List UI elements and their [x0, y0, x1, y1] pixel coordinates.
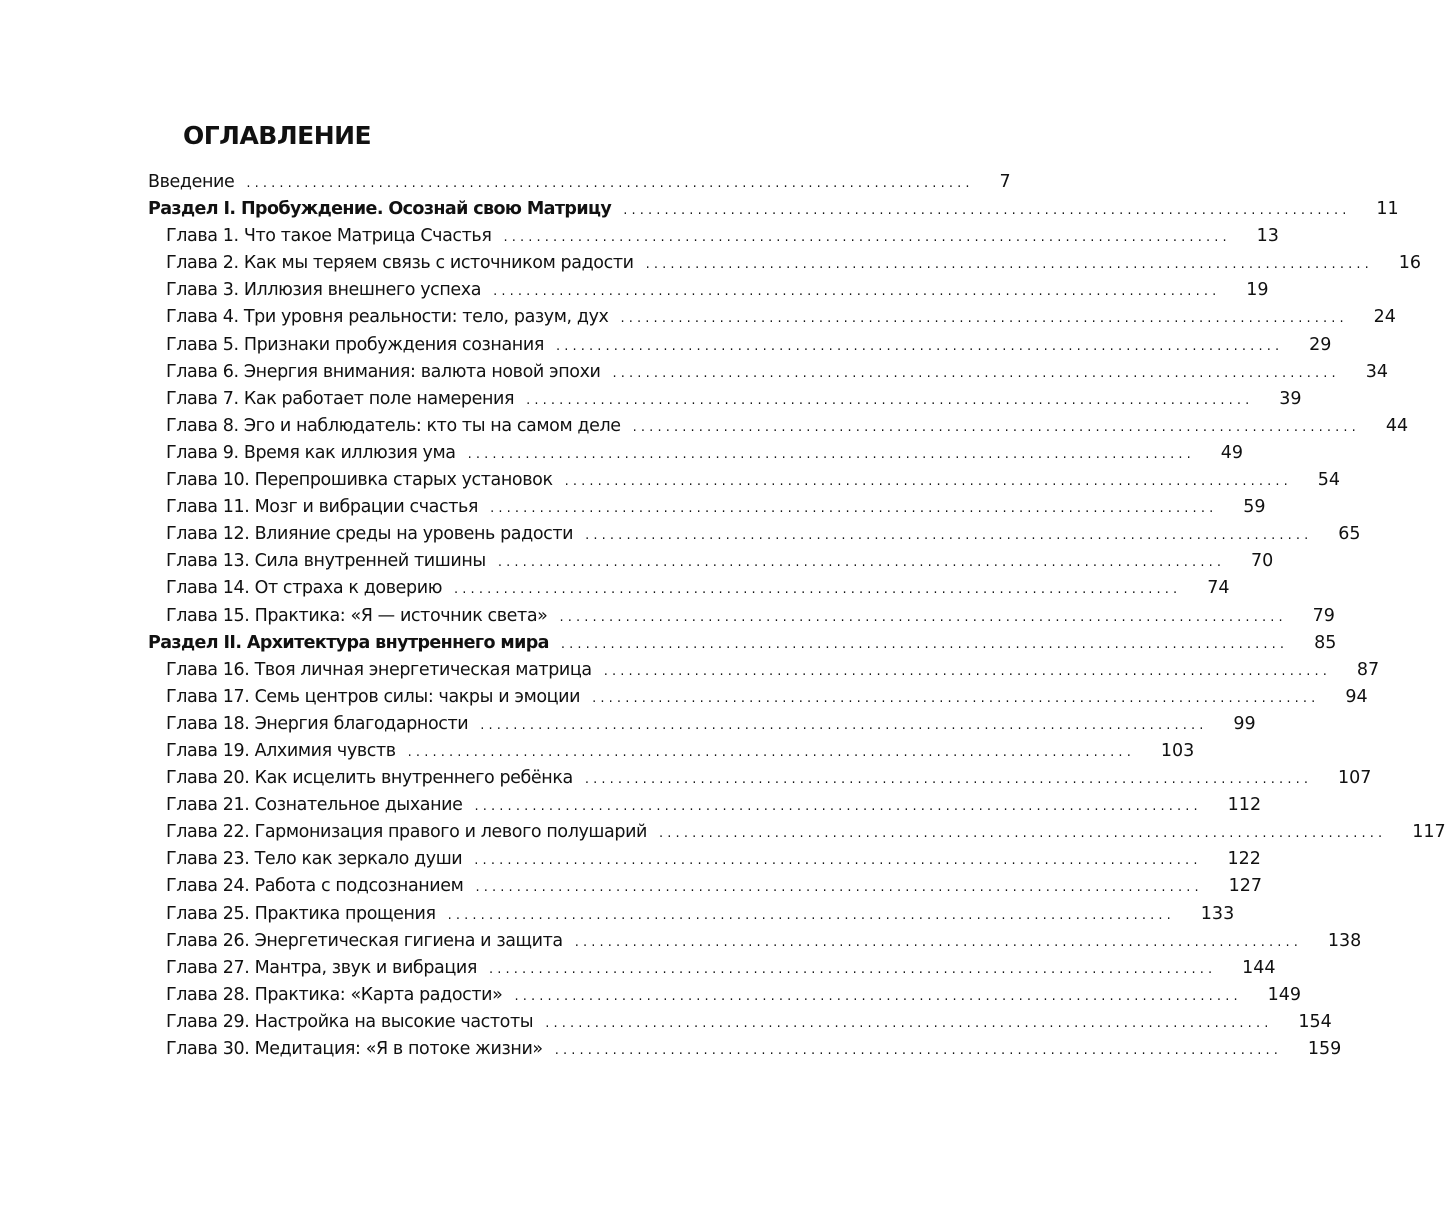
dot-leader [646, 251, 1369, 278]
toc-entry-title: Глава 15. Практика: «Я — источник света» [166, 605, 548, 626]
toc-page-number: 138 [1327, 930, 1362, 951]
toc-page-number: 107 [1338, 768, 1372, 789]
toc-intro-entry [148, 169, 1011, 196]
toc-page-number: 133 [1200, 903, 1235, 924]
toc-chapter-entry [148, 711, 1256, 738]
toc-page-number: 94 [1345, 686, 1368, 707]
toc-page-number: 127 [1228, 876, 1263, 897]
toc-page-number: 144 [1242, 957, 1276, 978]
toc-chapter-entry [148, 250, 1422, 277]
toc-page-number: 29 [1309, 334, 1332, 355]
dot-leader [468, 441, 1191, 468]
toc-page-number: 59 [1243, 497, 1266, 518]
dot-leader [475, 793, 1198, 820]
toc-entry-title: Раздел I. Пробуждение. Осознай свою Матрицу [148, 199, 612, 220]
dot-leader [559, 604, 1282, 631]
toc-entry-title: Глава 14. От страха к доверию [166, 578, 443, 599]
toc-section-entry [148, 630, 1337, 657]
toc-chapter-entry [148, 1036, 1342, 1063]
dot-leader [503, 224, 1226, 251]
dot-leader [604, 658, 1327, 685]
toc-chapter-entry [148, 548, 1274, 575]
dot-leader [659, 820, 1382, 847]
toc-page-number: 54 [1317, 470, 1341, 491]
toc-page-number: 39 [1279, 388, 1302, 409]
toc-page-number: 49 [1220, 442, 1244, 463]
toc-entry-title: Глава 12. Влияние среды на уровень радости [166, 524, 574, 545]
toc-chapter-entry [148, 440, 1244, 467]
toc-chapter-entry [148, 955, 1276, 982]
toc-entry-title: Глава 28. Практика: «Карта радости» [166, 984, 503, 1005]
toc-page-number: 103 [1160, 740, 1195, 761]
toc-page-number: 79 [1312, 605, 1335, 626]
dot-leader [490, 495, 1213, 522]
dot-leader [526, 387, 1249, 414]
toc-chapter-entry [148, 494, 1266, 521]
dot-leader [475, 874, 1198, 901]
toc-chapter-entry [148, 982, 1302, 1009]
toc-chapter-entry [148, 223, 1279, 250]
toc-chapter-entry [148, 467, 1341, 494]
toc-chapter-entry [148, 792, 1262, 819]
dot-leader [454, 576, 1177, 603]
toc-entry-title: Глава 26. Энергетическая гигиена и защита [166, 930, 563, 951]
dot-leader [246, 170, 969, 197]
toc-entry-title: Глава 1. Что такое Матрица Счастья [166, 226, 492, 247]
toc-entry-title: Глава 22. Гармонизация правого и левого полушарий [166, 822, 648, 843]
toc-entry-title: Глава 20. Как исцелить внутреннего ребёнка [166, 768, 573, 789]
toc-chapter-entry [148, 819, 1446, 846]
dot-leader [585, 522, 1308, 549]
toc-chapter-entry [148, 332, 1332, 359]
dot-leader [633, 414, 1356, 441]
toc-chapter-entry [148, 277, 1269, 304]
dot-leader [556, 333, 1279, 360]
toc-chapter-entry [148, 304, 1396, 331]
toc-entry-title: Глава 17. Семь центров силы: чакры и эмоции [166, 686, 581, 707]
toc-chapter-entry [148, 738, 1195, 765]
dot-leader [474, 847, 1197, 874]
dot-leader [514, 983, 1237, 1010]
toc-page-number: 24 [1373, 307, 1396, 328]
toc-page-number: 11 [1376, 199, 1399, 220]
dot-leader [448, 902, 1171, 929]
dot-leader [561, 631, 1284, 658]
dot-leader [621, 305, 1344, 332]
toc-entry-title: Глава 8. Эго и наблюдатель: кто ты на самом деле [166, 415, 621, 436]
toc-page-number: 87 [1356, 659, 1380, 680]
toc-page-number: 159 [1307, 1039, 1342, 1059]
toc-chapter-entry [148, 575, 1230, 602]
dot-leader [489, 956, 1212, 983]
dot-leader [575, 929, 1298, 956]
toc-page-number: 99 [1233, 713, 1256, 734]
dot-leader [545, 1010, 1268, 1037]
toc-section-entry [148, 196, 1399, 223]
dot-leader [555, 1037, 1278, 1064]
dot-leader [493, 278, 1216, 305]
toc-page-number: 154 [1298, 1011, 1332, 1032]
page-title: ОГЛАВЛЕНИЕ [183, 120, 372, 150]
toc-chapter-entry [148, 765, 1372, 792]
toc-chapter-entry [148, 846, 1261, 873]
toc-page-number: 65 [1338, 524, 1361, 545]
toc-page-number: 122 [1227, 849, 1261, 870]
toc-page-number: 19 [1246, 280, 1269, 301]
dot-leader [592, 685, 1315, 712]
toc-entry-title: Глава 19. Алхимия чувств [166, 740, 396, 761]
toc-entry-title: Раздел II. Архитектура внутреннего мира [148, 632, 549, 653]
toc-chapter-entry [148, 928, 1362, 955]
toc-entry-title: Глава 2. Как мы теряем связь с источником радости [166, 253, 634, 274]
toc-entry-title: Глава 25. Практика прощения [166, 903, 436, 924]
toc-entry-title: Глава 13. Сила внутренней тишины [166, 551, 486, 572]
toc-page-number: 34 [1365, 361, 1388, 382]
toc-entry-title: Глава 30. Медитация: «Я в потоке жизни» [166, 1039, 543, 1059]
toc-page-number: 44 [1385, 415, 1409, 436]
dot-leader [480, 712, 1203, 739]
toc-chapter-entry [148, 873, 1263, 900]
toc-page-number: 85 [1314, 632, 1337, 653]
toc-entry-title: Глава 9. Время как иллюзия ума [166, 442, 456, 463]
dot-leader [408, 739, 1131, 766]
toc-chapter-entry [148, 603, 1335, 630]
table-of-contents [148, 169, 1446, 1063]
dot-leader [585, 766, 1308, 793]
toc-chapter-entry [148, 901, 1235, 928]
toc-page-number: 149 [1267, 984, 1302, 1005]
toc-entry-title: Глава 3. Иллюзия внешнего успеха [166, 280, 482, 301]
dot-leader [498, 549, 1221, 576]
toc-page-number: 74 [1207, 578, 1230, 599]
toc-page-number: 13 [1256, 226, 1279, 247]
toc-entry-title: Глава 23. Тело как зеркало души [166, 849, 463, 870]
toc-chapter-entry [148, 413, 1409, 440]
toc-chapter-entry [148, 657, 1380, 684]
toc-chapter-entry [148, 521, 1361, 548]
toc-entry-title: Глава 11. Мозг и вибрации счастья [166, 497, 479, 518]
dot-leader [565, 468, 1288, 495]
toc-page-number: 16 [1398, 253, 1422, 274]
toc-entry-title: Глава 10. Перепрошивка старых установок [166, 470, 553, 491]
toc-entry-title: Глава 6. Энергия внимания: валюта новой эпохи [166, 361, 601, 382]
dot-leader [623, 197, 1346, 224]
toc-entry-title: Глава 7. Как работает поле намерения [166, 388, 515, 409]
toc-page-number: 117 [1412, 822, 1446, 843]
toc-page-number: 112 [1227, 795, 1262, 816]
toc-entry-title: Глава 24. Работа с подсознанием [166, 876, 464, 897]
toc-entry-title: Глава 27. Мантра, звук и вибрация [166, 957, 477, 978]
toc-entry-title: Глава 4. Три уровня реальности: тело, разум, дух [166, 307, 609, 328]
toc-entry-title: Глава 16. Твоя личная энергетическая матрица [166, 659, 592, 680]
toc-chapter-entry [148, 684, 1368, 711]
toc-chapter-entry [148, 359, 1388, 386]
toc-chapter-entry [148, 386, 1302, 413]
toc-entry-title: Глава 18. Энергия благодарности [166, 713, 469, 734]
toc-entry-title: Глава 5. Признаки пробуждения сознания [166, 334, 544, 355]
toc-chapter-entry [148, 1009, 1332, 1036]
toc-entry-title: Глава 29. Настройка на высокие частоты [166, 1011, 534, 1032]
toc-entry-title: Глава 21. Сознательное дыхание [166, 795, 463, 816]
toc-page-number: 70 [1251, 551, 1274, 572]
dot-leader [613, 360, 1336, 387]
toc-page-number: 7 [999, 172, 1011, 192]
toc-entry-title: Введение [148, 172, 235, 192]
